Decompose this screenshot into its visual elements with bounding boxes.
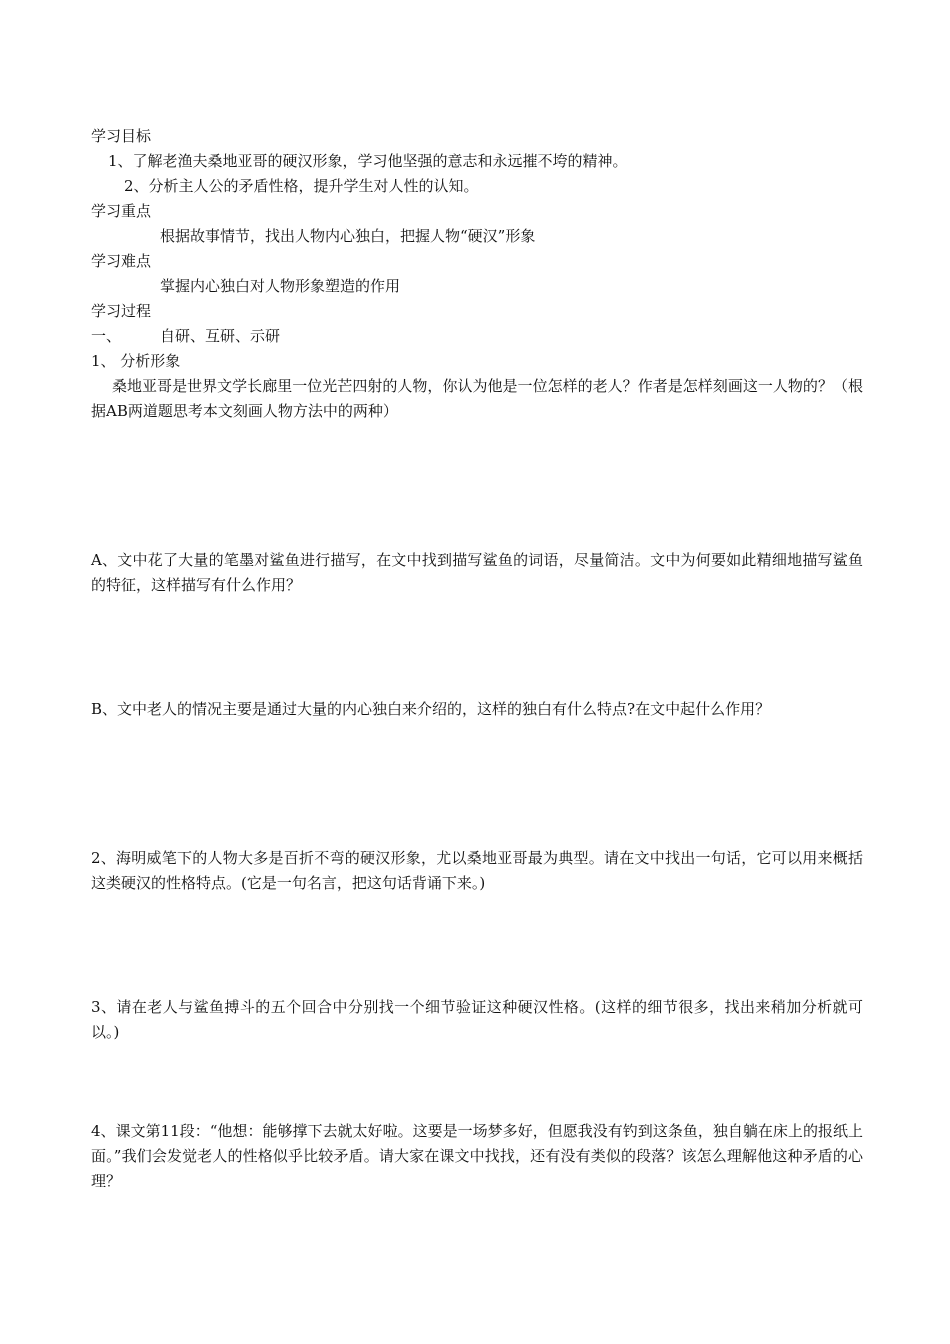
section-one-number: 一、 bbox=[91, 327, 122, 345]
question-a: A、文中花了大量的笔墨对鲨鱼进行描写，在文中找到描写鲨鱼的词语，尽量简洁。文中为何要如此精细地描写鲨鱼的特征，这样描写有什么作用？ bbox=[91, 551, 863, 594]
question-4: 4、课文第11段：“他想：能够撑下去就太好啦。这要是一场梦多好，但愿我没有钓到这条鱼，独自躺在床上的报纸上面。”我们会发觉老人的性格似乎比较矛盾。请大家在课文中找找，还有没有类似的段落？该怎么理解他这种矛盾的心理？ bbox=[91, 1122, 863, 1190]
difficulties-heading: 学习难点 bbox=[91, 252, 152, 270]
question-3: 3、请在老人与鲨鱼搏斗的五个回合中分别找一个细节验证这种硬汉性格。(这样的细节很多，找出来稍加分析就可以。) bbox=[91, 998, 863, 1041]
question-b: B、文中老人的情况主要是通过大量的内心独白来介绍的，这样的独白有什么特点?在文中起什么作用？ bbox=[91, 700, 771, 718]
difficulties-text: 掌握内心独白对人物形象塑造的作用 bbox=[160, 277, 401, 295]
section-one-heading bbox=[91, 324, 861, 349]
objectives-heading: 学习目标 bbox=[91, 127, 152, 145]
objective-item-1: 1、了解老渔夫桑地亚哥的硬汉形象，学习他坚强的意志和永远摧不垮的精神。 bbox=[108, 152, 628, 170]
process-heading: 学习过程 bbox=[91, 302, 152, 320]
sub-heading-analyze-image: 1、 分析形象 bbox=[91, 352, 181, 370]
intro-question: 桑地亚哥是世界文学长廊里一位光芒四射的人物，你认为他是一位怎样的老人？作者是怎样刻画这一人物的？（根据AB两道题思考本文刻画人物方法中的两种） bbox=[91, 377, 863, 420]
objective-item-2: 2、分析主人公的矛盾性格，提升学生对人性的认知。 bbox=[124, 177, 479, 195]
key-points-heading: 学习重点 bbox=[91, 202, 152, 220]
section-one-title: 自研、互研、示研 bbox=[160, 327, 281, 345]
key-points-text: 根据故事情节，找出人物内心独白，把握人物“硬汉”形象 bbox=[160, 227, 536, 245]
question-2: 2、海明威笔下的人物大多是百折不弯的硬汉形象，尤以桑地亚哥最为典型。请在文中找出一句话，它可以用来概括这类硬汉的性格特点。(它是一句名言，把这句话背诵下来。) bbox=[91, 849, 863, 892]
